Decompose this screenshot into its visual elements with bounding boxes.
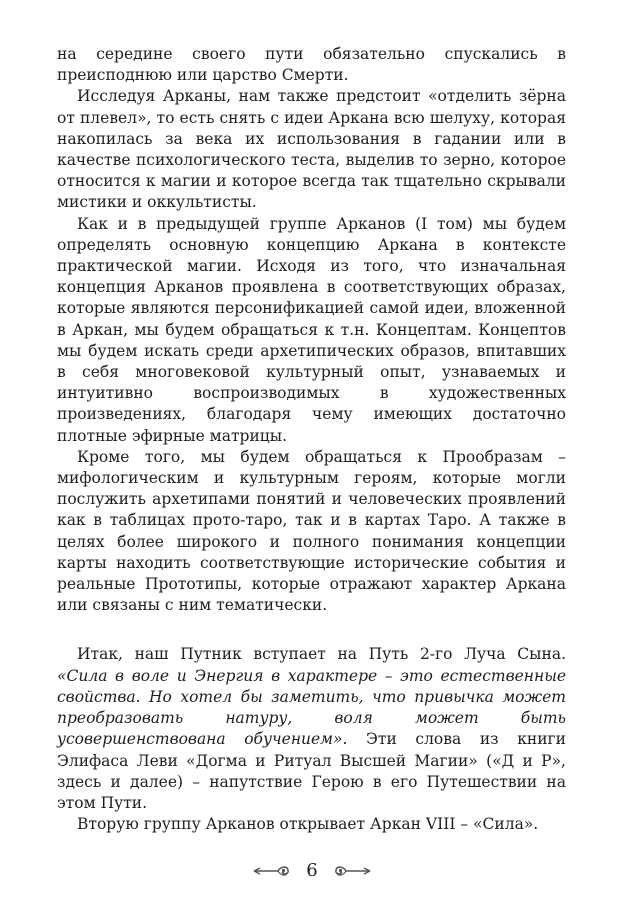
page-number: 6	[306, 860, 318, 881]
section-gap	[57, 616, 566, 644]
paragraph: на середине своего пути обязательно спускались в преисподнюю или царство Смерти.	[57, 45, 566, 85]
paragraph-lead: Итак, наш Путник вступает на Путь 2-го Луча Сына.	[77, 645, 566, 664]
paragraph: Как и в предыдущей группе Арканов (I том) мы будем определять основную концепцию Аркана в контексте практической магии. Исходя из того, что изначальная концепция Арканов проявлена в соответствующих образах, которые являются персонификацией самой идеи, вложенной в Аркан, мы будем обращаться к т.н. Концептам. Концептов мы будем искать среди архетипических образов, впитавших в себя многовековой культурный опыт, узнаваемых и интуитивно воспроизводимых в художественных произведениях, благодаря чему имеющих достаточно плотные эфирные матрицы.	[57, 214, 566, 445]
page-footer	[0, 856, 624, 886]
page-body	[57, 44, 566, 835]
paragraph: Исследуя Арканы, нам также предстоит «отделить зёрна от плевел», то есть снять с идеи Аркана всю шелуху, которая накопилась за века их использования в гадании или в качестве психологического теста, выделив то зерно, которое относится к магии и которое всегда так тщательно скрывали мистики и оккультисты.	[57, 87, 566, 212]
quote-text: «Сила в воле и Энергия в характере – это естественные свойства. Но хотел бы заметить, что привычка может преобразовать натуру, воля может быть усовершенствована обучением».	[57, 666, 566, 749]
paragraph-tail: Эти слова из книги Элифаса Леви «Догма и Ритуал Высшей Магии» («Д и Р», здесь и далее) – напутствие Герою в его Путешествии на этом Пути.	[57, 730, 566, 812]
paragraph-with-quote	[57, 644, 566, 814]
left-ornament-icon	[252, 864, 292, 878]
right-ornament-icon	[332, 864, 372, 878]
paragraph: Вторую группу Арканов открывает Аркан VIII – «Сила».	[77, 815, 539, 834]
paragraph: Кроме того, мы будем обращаться к Прообразам – мифологическим и культурным героям, которые могли послужить архетипами понятий и человеческих проявлений как в таблицах прото-таро, так и в картах Таро. А также в целях более широкого и полного понимания концепции карты находить соответствующие исторические события и реальные Прототипы, которые отражают характер Аркана или связаны с ним тематически.	[57, 447, 566, 615]
